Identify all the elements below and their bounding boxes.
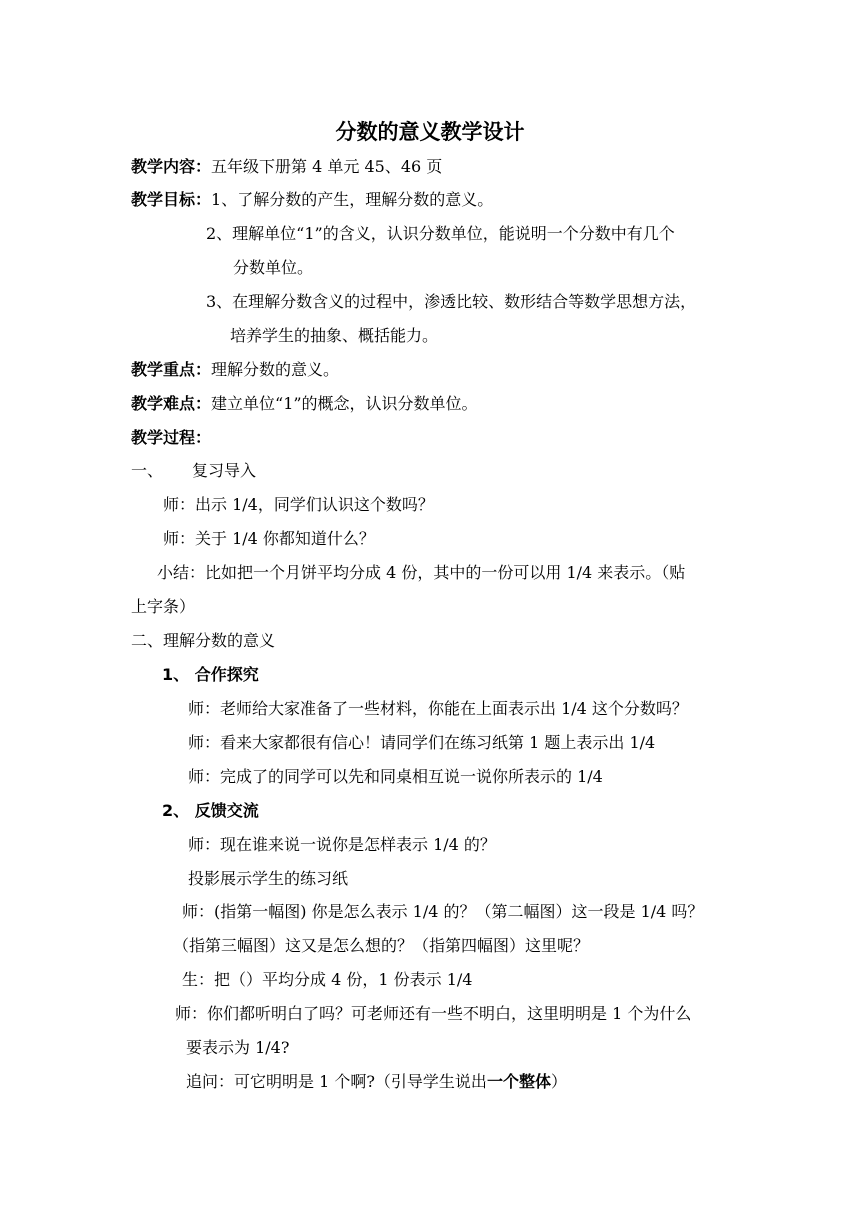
s2-b8-pre: 追问：可它明明是 1 个啊?（引导学生说出 bbox=[186, 1072, 487, 1091]
goal-3b: 培养学生的抽象、概括能力。 bbox=[230, 326, 439, 345]
difficulty-line bbox=[131, 394, 478, 414]
process-label: 教学过程： bbox=[131, 428, 212, 447]
difficulty-text: 建立单位“1”的概念，认识分数单位。 bbox=[211, 394, 478, 413]
s2-b7: 要表示为 1/4? bbox=[186, 1038, 290, 1057]
goal-1: 1、了解分数的产生，理解分数的意义。 bbox=[211, 190, 494, 209]
section-2-title: 二、理解分数的意义 bbox=[131, 631, 276, 650]
s1-line-1: 师：出示 1/4，同学们认识这个数吗？ bbox=[163, 495, 434, 514]
key-label: 教学重点： bbox=[131, 360, 212, 379]
section-1-title: 复习导入 bbox=[192, 461, 257, 480]
goal-2b: 分数单位。 bbox=[233, 258, 314, 277]
s1-line-2: 师：关于 1/4 你都知道什么？ bbox=[163, 529, 375, 548]
content-label: 教学内容： bbox=[131, 157, 212, 176]
subsection-2-title: 2、 反馈交流 bbox=[162, 801, 259, 820]
s2-b8 bbox=[186, 1072, 567, 1092]
s2-b3: 师：(指第一幅图) 你是怎么表示 1/4 的？（第二幅图）这一段是 1/4 吗？ bbox=[182, 902, 704, 921]
s2-b6: 师：你们都听明白了吗？可老师还有一些不明白，这里明明是 1 个为什么 bbox=[175, 1004, 692, 1023]
s2-b1: 师：现在谁来说一说你是怎样表示 1/4 的？ bbox=[188, 835, 496, 854]
document-title: 分数的意义教学设计 bbox=[335, 120, 525, 144]
s2-b2: 投影展示学生的练习纸 bbox=[188, 869, 349, 888]
key-line bbox=[131, 360, 339, 380]
goals-label: 教学目标： bbox=[131, 190, 212, 209]
goal-3a: 3、在理解分数含义的过程中，渗透比较、数形结合等数学思想方法， bbox=[206, 292, 697, 311]
subsection-1-title: 1、 合作探究 bbox=[162, 665, 259, 684]
s2-a1: 师：老师给大家准备了一些材料，你能在上面表示出 1/4 这个分数吗？ bbox=[188, 699, 688, 718]
difficulty-label: 教学难点： bbox=[131, 394, 212, 413]
s2-b8-post: ） bbox=[550, 1072, 567, 1091]
goals-line-1 bbox=[131, 190, 493, 210]
content-text: 五年级下册第 4 单元 45、46 页 bbox=[211, 157, 443, 176]
section-1-number: 一、 bbox=[131, 461, 164, 480]
s2-b4: （指第三幅图）这又是怎么想的？（指第四幅图）这里呢？ bbox=[173, 936, 590, 955]
key-text: 理解分数的意义。 bbox=[211, 360, 340, 379]
s2-b5: 生：把（）平均分成 4 份，1 份表示 1/4 bbox=[182, 970, 473, 989]
s1-summary-a: 小结：比如把一个月饼平均分成 4 份，其中的一份可以用 1/4 来表示。（贴 bbox=[157, 563, 686, 582]
goal-2a: 2、理解单位“1”的含义，认识分数单位，能说明一个分数中有几个 bbox=[206, 224, 675, 243]
s1-summary-b: 上字条） bbox=[131, 597, 196, 616]
s2-a3: 师：完成了的同学可以先和同桌相互说一说你所表示的 1/4 bbox=[188, 767, 603, 786]
s2-b8-bold: 一个整体 bbox=[486, 1072, 551, 1091]
content-line bbox=[131, 157, 442, 177]
s2-a2: 师：看来大家都很有信心！请同学们在练习纸第 1 题上表示出 1/4 bbox=[188, 733, 656, 752]
